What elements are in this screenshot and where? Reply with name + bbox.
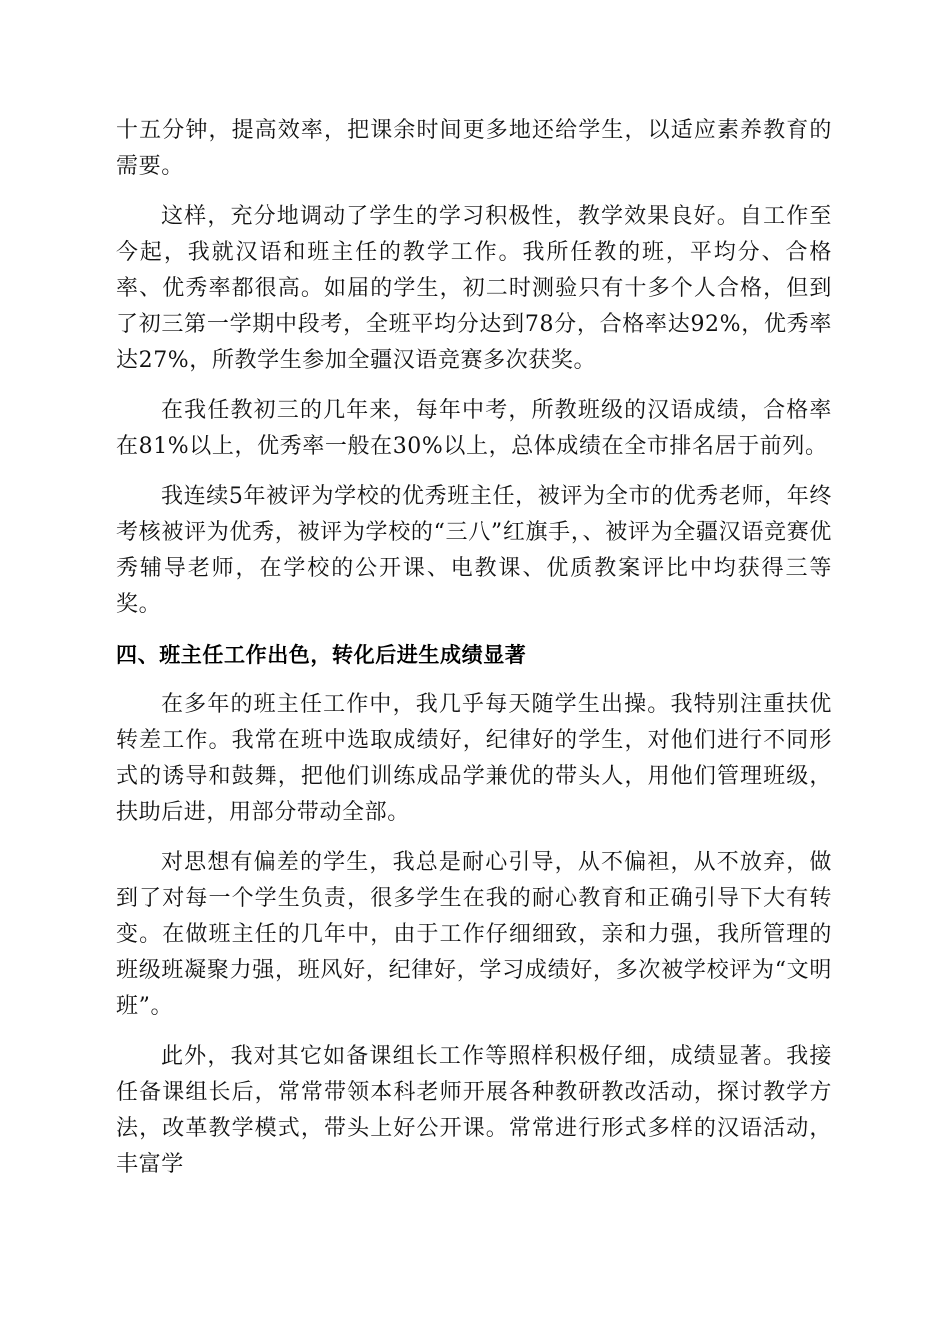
paragraph-awards: 我连续5年被评为学校的优秀班主任，被评为全市的优秀老师，年终考核被评为优秀，被评为学校的“三八”红旗手，、被评为全疆汉语竞赛优秀辅导老师，在学校的公开课、电教课、优质教案评比中均获得三等奖。 xyxy=(116,484,832,617)
paragraph-exam-results: 在我任教初三的几年来，每年中考，所教班级的汉语成绩，合格率在81%以上，优秀率一般在30%以上，总体成绩在全市排名居于前列。 xyxy=(116,398,832,459)
paragraph-lesson-group: 此外，我对其它如备课组长工作等照样积极仔细，成绩显著。我接任备课组长后，常常带领本科老师开展各种教研教改活动，探讨教学方法，改革教学模式，带头上好公开课。常常进行形式多样的汉语活动，丰富学 xyxy=(116,1044,832,1177)
paragraph-teaching-results: 这样，充分地调动了学生的学习积极性，教学效果良好。自工作至今起，我就汉语和班主任的教学工作。我所任教的班，平均分、合格率、优秀率都很高。如届的学生，初二时测验只有十多个人合格，但到了初三第一学期中段考，全班平均分达到78分，合格率达92%，优秀率达27%，所教学生参加全疆汉语竞赛多次获奖。 xyxy=(116,204,832,373)
paragraph-continuation: 十五分钟，提高效率，把课余时间更多地还给学生，以适应素养教育的需要。 xyxy=(116,118,832,179)
paragraph-student-guidance: 对思想有偏差的学生，我总是耐心引导，从不偏袒，从不放弃，做到了对每一个学生负责，很多学生在我的耐心教育和正确引导下大有转变。在做班主任的几年中，由于工作仔细细致，亲和力强，我所管理的班级班凝聚力强，班风好，纪律好，学习成绩好，多次被学校评为“文明班”。 xyxy=(116,850,832,1019)
section-heading: 四、班主任工作出色，转化后进生成绩显著 xyxy=(116,643,527,667)
paragraph-class-work: 在多年的班主任工作中，我几乎每天随学生出操。我特别注重扶优转差工作。我常在班中选取成绩好，纪律好的学生，对他们进行不同形式的诱导和鼓舞，把他们训练成品学兼优的带头人，用他们管理班级，扶助后进，用部分带动全部。 xyxy=(116,692,832,825)
document-body xyxy=(116,113,832,1197)
